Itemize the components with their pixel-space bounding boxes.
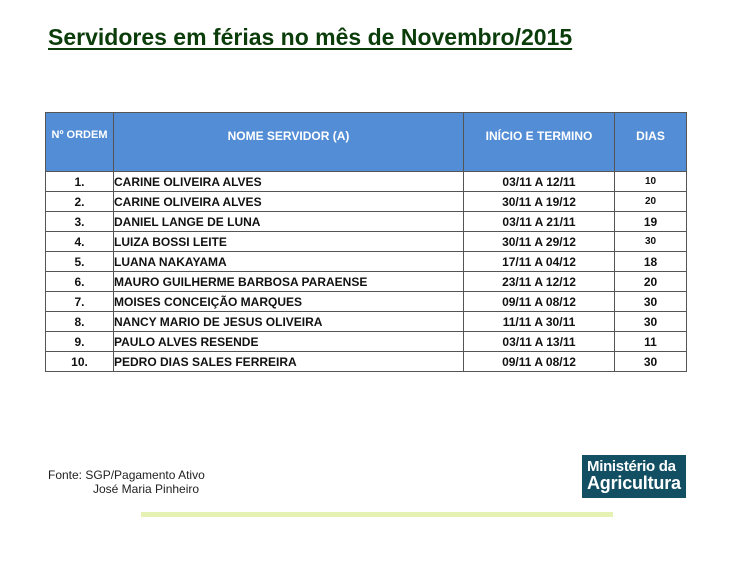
cell-dias: 11 <box>615 332 687 352</box>
cell-ordem: 6. <box>46 272 114 292</box>
cell-periodo: 30/11 A 29/12 <box>464 232 615 252</box>
cell-periodo: 03/11 A 12/11 <box>464 172 615 192</box>
table-row <box>46 252 687 272</box>
logo-line-2: Agricultura <box>587 473 681 493</box>
header-nome: NOME SERVIDOR (A) <box>114 113 464 172</box>
cell-dias: 10 <box>615 172 687 192</box>
table-row <box>46 192 687 212</box>
cell-ordem: 5. <box>46 252 114 272</box>
cell-periodo: 23/11 A 12/12 <box>464 272 615 292</box>
cell-dias: 30 <box>615 232 687 252</box>
cell-nome: LUANA NAKAYAMA <box>114 252 464 272</box>
cell-dias: 20 <box>615 272 687 292</box>
vacation-table <box>45 112 687 372</box>
cell-ordem: 8. <box>46 312 114 332</box>
table-row <box>46 352 687 372</box>
header-periodo: INÍCIO E TERMINO <box>464 113 615 172</box>
cell-periodo: 09/11 A 08/12 <box>464 352 615 372</box>
cell-dias: 30 <box>615 352 687 372</box>
author-line: José Maria Pinheiro <box>93 482 200 496</box>
cell-dias: 19 <box>615 212 687 232</box>
table-row <box>46 212 687 232</box>
source-note <box>48 468 205 496</box>
cell-nome: LUIZA BOSSI LEITE <box>114 232 464 252</box>
page-title: Servidores em férias no mês de Novembro/2015 <box>48 24 573 50</box>
cell-periodo: 03/11 A 21/11 <box>464 212 615 232</box>
header-ordem: Nº ORDEM <box>46 113 114 172</box>
source-line: Fonte: SGP/Pagamento Ativo <box>48 468 205 482</box>
table-header-row <box>46 113 687 172</box>
cell-ordem: 3. <box>46 212 114 232</box>
cell-ordem: 7. <box>46 292 114 312</box>
cell-nome: MOISES CONCEIÇÃO MARQUES <box>114 292 464 312</box>
table-row <box>46 272 687 292</box>
table-row <box>46 232 687 252</box>
header-dias: DIAS <box>615 113 687 172</box>
cell-dias: 30 <box>615 312 687 332</box>
cell-periodo: 30/11 A 19/12 <box>464 192 615 212</box>
cell-ordem: 9. <box>46 332 114 352</box>
cell-periodo: 17/11 A 04/12 <box>464 252 615 272</box>
cell-periodo: 03/11 A 13/11 <box>464 332 615 352</box>
cell-periodo: 09/11 A 08/12 <box>464 292 615 312</box>
ministerio-agricultura-logo <box>582 455 686 498</box>
cell-nome: CARINE OLIVEIRA ALVES <box>114 172 464 192</box>
cell-dias: 18 <box>615 252 687 272</box>
cell-periodo: 11/11 A 30/11 <box>464 312 615 332</box>
cell-ordem: 1. <box>46 172 114 192</box>
table-row <box>46 312 687 332</box>
cell-nome: NANCY MARIO DE JESUS OLIVEIRA <box>114 312 464 332</box>
decorative-accent-bar <box>141 512 613 517</box>
cell-nome: PAULO ALVES RESENDE <box>114 332 464 352</box>
table-row <box>46 332 687 352</box>
cell-nome: MAURO GUILHERME BARBOSA PARAENSE <box>114 272 464 292</box>
cell-dias: 20 <box>615 192 687 212</box>
cell-nome: PEDRO DIAS SALES FERREIRA <box>114 352 464 372</box>
cell-ordem: 2. <box>46 192 114 212</box>
cell-nome: CARINE OLIVEIRA ALVES <box>114 192 464 212</box>
cell-ordem: 10. <box>46 352 114 372</box>
table-row <box>46 172 687 192</box>
logo-line-1: Ministério da <box>587 458 676 475</box>
cell-dias: 30 <box>615 292 687 312</box>
table-row <box>46 292 687 312</box>
cell-nome: DANIEL LANGE DE LUNA <box>114 212 464 232</box>
cell-ordem: 4. <box>46 232 114 252</box>
